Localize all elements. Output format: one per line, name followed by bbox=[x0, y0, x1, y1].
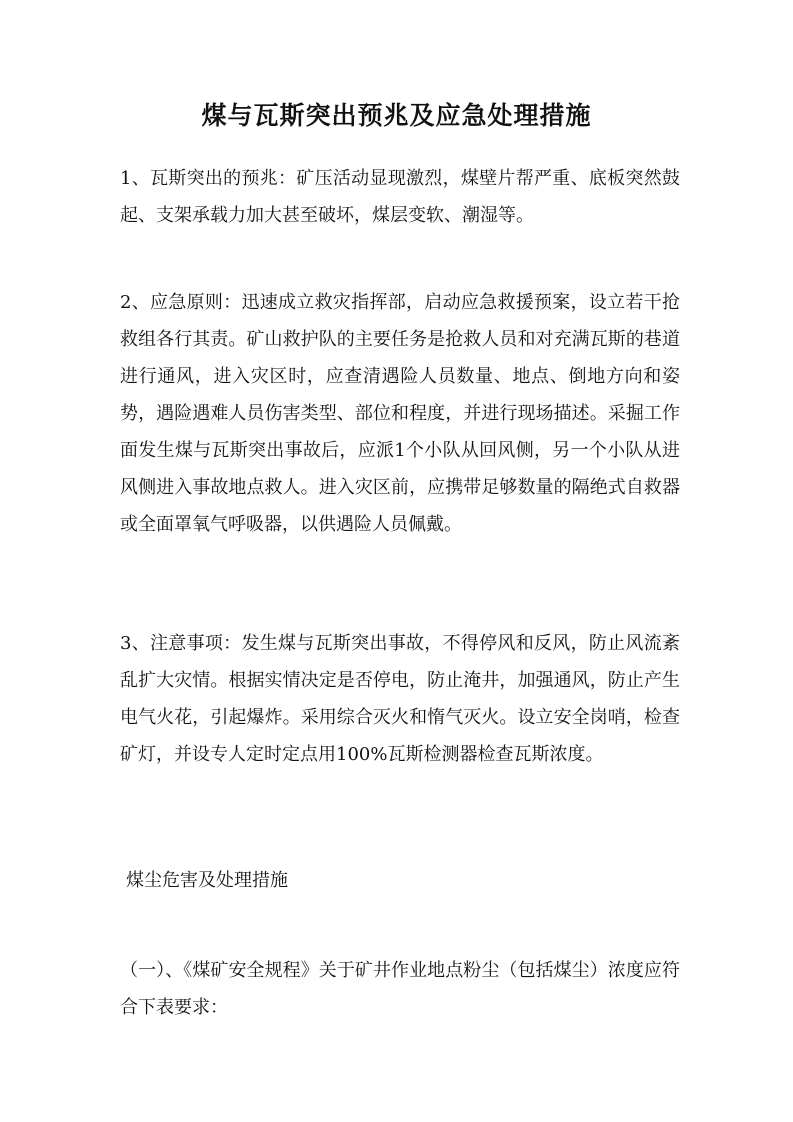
paragraph-precautions: 3、注意事项：发生煤与瓦斯突出事故，不得停风和反风，防止风流紊乱扩大灾情。根据实情决定是否停电，防止淹井，加强通风，防止产生电气火花，引起爆炸。采用综合灭火和惰气灭火。设立安全岗哨，检查矿灯，并设专人定时定点用100%瓦斯检测器检查瓦斯浓度。 bbox=[120, 633, 680, 765]
paragraph-outburst-signs: 1、瓦斯突出的预兆：矿压活动显现激烈，煤壁片帮严重、底板突然鼓起、支架承载力加大甚至破坏，煤层变软、潮湿等。 bbox=[120, 168, 680, 226]
section-heading-coal-dust: 煤尘危害及处理措施 bbox=[126, 870, 288, 891]
document-title: 煤与瓦斯突出预兆及应急处理措施 bbox=[201, 101, 592, 130]
paragraph-emergency-principles: 2、应急原则：迅速成立救灾指挥部，启动应急救援预案，设立若干抢救组各行其责。矿山救护队的主要任务是抢救人员和对充满瓦斯的巷道进行通风，进入灾区时，应查清遇险人员数量、地点、倒地方向和姿势，遇险遇难人员伤害类型、部位和程度，并进行现场描述。采掘工作面发生煤与瓦斯突出事故后，应派1个小队从回风侧，另一个小队从进风侧进入事故地点救人。进入灾区前，应携带足够数量的隔绝式自救器或全面罩氧气呼吸器，以供遇险人员佩戴。 bbox=[120, 292, 680, 535]
paragraph-dust-regulation: （一）、《煤矿安全规程》关于矿井作业地点粉尘（包括煤尘）浓度应符合下表要求： bbox=[120, 960, 680, 1018]
